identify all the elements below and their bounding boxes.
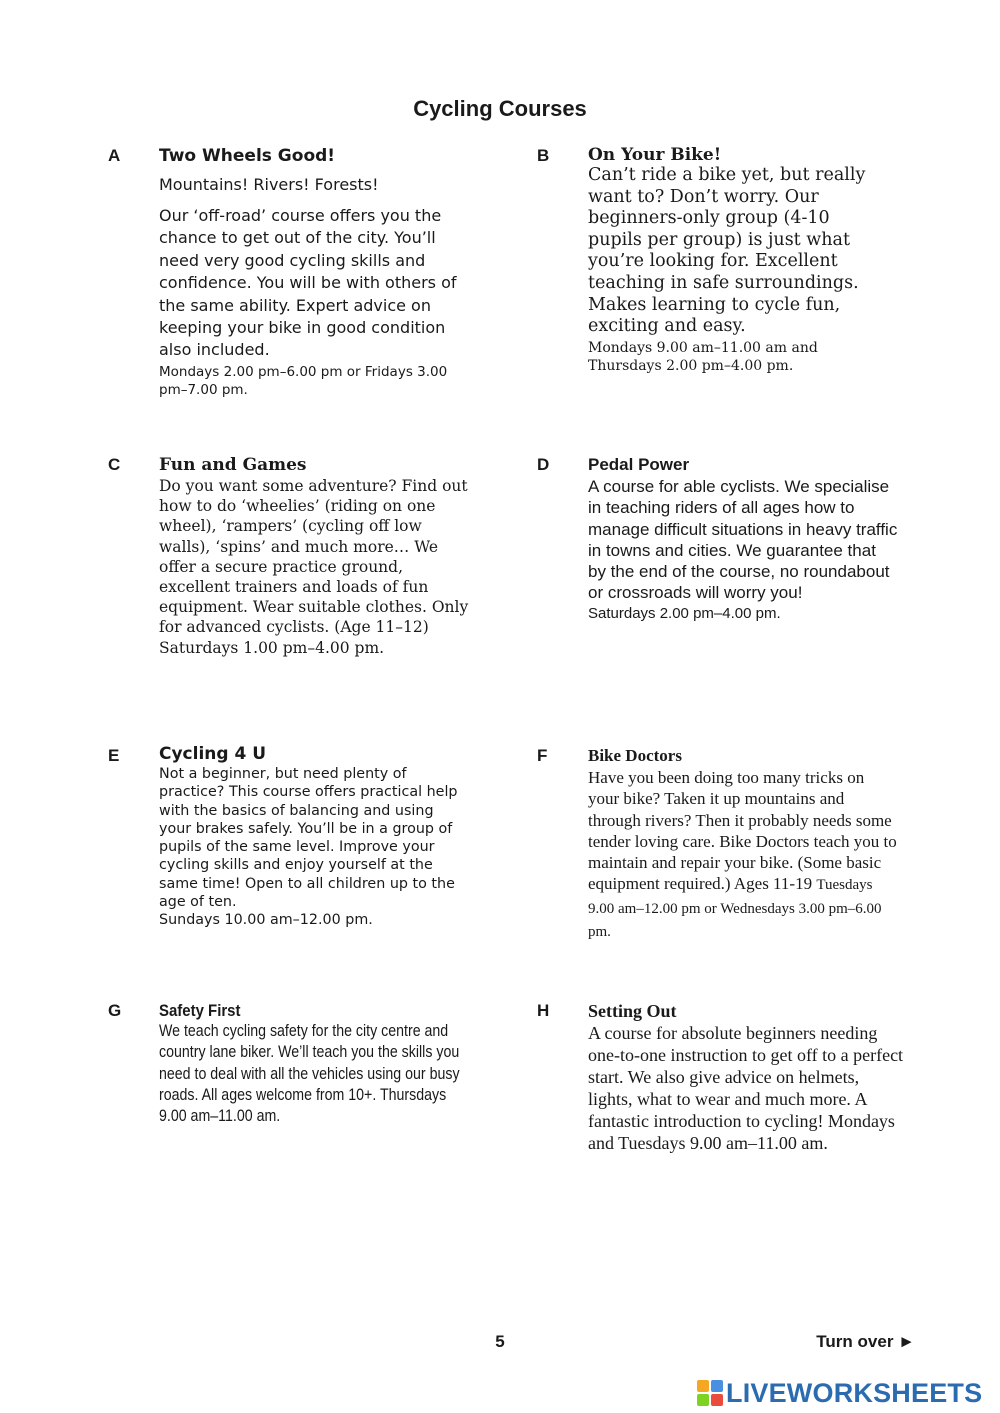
course-description: Not a beginner, but need plenty of practice? This course offers practical help with the basics of balancing and using your brakes safely. You’ll be in a group of pupils of the same level. Improve your cycling skills and enjoy yourself at the same time! Open to all children up to the age of ten.: [159, 766, 458, 911]
course-a: [159, 145, 479, 399]
logo-icon: [697, 1380, 723, 1406]
course-d: [588, 454, 898, 624]
course-description: Our ‘off-road’ course offers you the chance to get out of the city. You’ll need very good cycling skills and confidence. You will be with others of the same ability. Expert advice on keeping your bike in good condition also included.: [159, 206, 457, 360]
course-schedule: Mondays 2.00 pm–6.00 pm or Fridays 3.00 pm–7.00 pm.: [159, 363, 448, 398]
course-letter-d: D: [537, 455, 550, 474]
turn-over-label: Turn over ►: [816, 1332, 915, 1351]
course-schedule: Sundays 10.00 am–12.00 pm.: [159, 912, 373, 929]
course-schedule: Tuesdays 9.00 am–12.00 pm or Wednesdays 3.00 pm–6.00 pm.: [588, 877, 882, 941]
course-schedule: Saturdays 1.00 pm–4.00 pm.: [159, 638, 385, 657]
course-g: [159, 1000, 469, 1127]
course-description: We teach cycling safety for the city centre and country lane biker. We’ll teach you the skills you need to deal with all the vehicles using our busy roads. All ages welcome from 10+. Thursdays 9.00 am–11.00 am.: [159, 1022, 460, 1126]
course-f: [588, 745, 898, 943]
course-letter-e: E: [108, 746, 120, 765]
course-letter-a: A: [108, 146, 121, 165]
course-heading: Safety First: [159, 1001, 241, 1020]
course-description: Have you been doing too many tricks on your bike? Taken it up mountains and through rivers? Then it probably needs some tender loving care. Bike Doctors teach you to maintain and repair your bike. (Some basic equipment required.) Ages 11-19: [588, 768, 897, 894]
course-subheading: Mountains! Rivers! Forests!: [159, 175, 379, 194]
liveworksheets-logo: [697, 1377, 982, 1409]
course-schedule: Saturdays 2.00 pm–4.00 pm.: [588, 604, 781, 622]
course-description: Can’t ride a bike yet, but really want to? Don’t worry. Our beginners-only group (4-10 pupils per group) is just what you’re looking for. Excellent teaching in safe surroundings. Makes learning to cycle fun, exciting and easy.: [588, 165, 866, 337]
logo-text: LIVEWORKSHEETS: [726, 1377, 983, 1408]
course-schedule: Mondays 9.00 am–11.00 am and Thursdays 2.00 pm–4.00 pm.: [588, 339, 818, 374]
course-letter-b: B: [537, 146, 550, 165]
course-heading: Two Wheels Good!: [159, 146, 336, 166]
course-b: [588, 145, 888, 375]
course-c: [159, 454, 469, 658]
course-h: [588, 1000, 908, 1154]
course-heading: Setting Out: [588, 1001, 677, 1021]
course-e: [159, 744, 469, 930]
course-heading: Bike Doctors: [588, 746, 682, 765]
course-letter-g: G: [108, 1001, 122, 1020]
course-heading: On Your Bike!: [588, 145, 722, 165]
course-letter-f: F: [537, 746, 548, 765]
course-description: Do you want some adventure? Find out how to do ‘wheelies’ (riding on one wheel), ‘rampers’ (cycling off low walls), ‘spins’ and much more… We offer a secure practice ground, excellent trainers and loads of fun equipment. Wear suitable clothes. Only for advanced cyclists. (Age 11–12): [159, 477, 469, 637]
course-heading: Pedal Power: [588, 455, 690, 474]
course-letter-h: H: [537, 1001, 550, 1020]
course-heading: Fun and Games: [159, 455, 307, 475]
course-letter-c: C: [108, 455, 121, 474]
course-heading: Cycling 4 U: [159, 744, 267, 764]
course-description: A course for able cyclists. We specialise in teaching riders of all ages how to manage difficult situations in heavy traffic in towns and cities. We guarantee that by the end of the course, no roundabout or crossroads will worry you!: [588, 477, 898, 603]
page-title: Cycling Courses: [413, 96, 587, 121]
page-number: 5: [495, 1332, 505, 1351]
course-description: A course for absolute beginners needing one-to-one instruction to get off to a perfect start. We also give advice on helmets, lights, what to wear and much more. A fantastic introduction to cycling! Mondays and Tuesdays 9.00 am–11.00 am.: [588, 1023, 904, 1153]
